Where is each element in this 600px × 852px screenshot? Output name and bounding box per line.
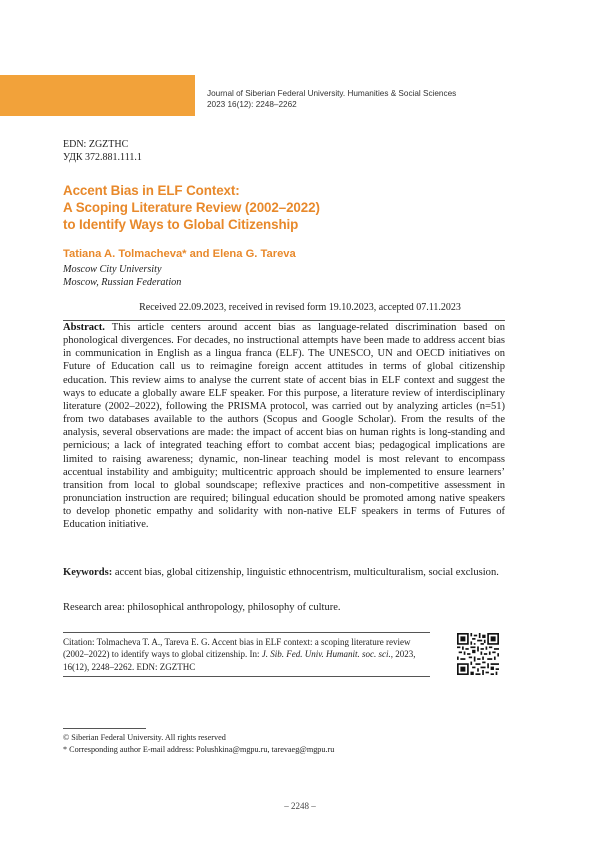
keywords-label: Keywords: <box>63 567 113 578</box>
received-dates: Received 22.09.2023, received in revised form 19.10.2023, accepted 07.11.2023 <box>139 302 461 313</box>
corresponding-author-note: * Corresponding author E-mail address: Polushkina@mgpu.ru, tarevaeg@mgpu.ru <box>63 745 335 754</box>
copyright-note: © Siberian Federal University. All rights reserved <box>63 733 226 742</box>
footnote-rule <box>63 728 146 729</box>
affiliation-university: Moscow City University <box>63 264 162 275</box>
edn-code: EDN: ZGZTHC <box>63 139 129 150</box>
citation-text-end: , 2023, 16(12), 2248–2262. EDN: ZGZTHC <box>63 649 416 672</box>
title-line: Accent Bias in ELF Context: <box>63 183 240 198</box>
journal-issue: 2023 16(12): 2248–2262 <box>207 100 297 109</box>
journal-name: Journal of Siberian Federal University. Humanities & Social Sciences <box>207 89 457 98</box>
abstract-text: This article centers around accent bias as language-related discrimination based on phonological divergences. For decades, no instructional attempts have been made to address accent bias in communication in English as a lingua franca (ELF). The UNESCO, UN and OECD initiatives on Future of Education call us to reimagine foreign accent attitudes in terms of global citizenship education. This review aims to analyse the current state of accent bias in ELF context and suggest the ways to educate a globally aware ELF speaker. For this purpose, a literature review of interdisciplinary literature (2002–2022), following the PRISMA protocol, was carried out by analyzing articles (n=51) from two databases available to the authors (Scopus and Google Scholar). From the results of the analysis, several observations are made: the impact of accent bias on human rights is long-standing and pernicious; a lack of integrated teaching effort to combat accent bias; pedagogical implications are limited to raising awareness; dynamic, non-linear teaching model is most relevant to encompass accentual instability and ambiguity; multicentric approach should be implemented to ensure learners’ transition from local to global soundscape; reflexive practices and non-competitive assessment in pronunciation instruction are required; bilingual education should be promoted among native speakers to develop phonetic empathy and solidarity with non-native ELF speakers in terms of Futures of Education initiative. <box>63 322 506 531</box>
citation-top-rule <box>63 632 430 633</box>
header-accent-bar <box>0 75 195 116</box>
article-title <box>63 182 483 233</box>
page-number: – 2248 – <box>284 801 316 811</box>
journal-header <box>207 88 456 110</box>
keywords <box>63 566 505 579</box>
research-area: Research area: philosophical anthropology, philosophy of culture. <box>63 602 341 613</box>
title-line: A Scoping Literature Review (2002–2022) <box>63 200 320 215</box>
keywords-text: accent bias, global citizenship, linguistic ethnocentrism, multiculturalism, social exclusion. <box>114 567 499 578</box>
authors: Tatiana A. Tolmacheva* and Elena G. Tareva <box>63 248 296 260</box>
citation-text: Citation: Tolmacheva T. A., Tareva E. G. Accent bias in ELF context: a scoping literature review (2002–2022) to identify ways to global citizenship. In: <box>63 637 411 660</box>
citation <box>63 636 431 673</box>
qr-code-icon <box>457 633 499 675</box>
udk-code: УДК 372.881.111.1 <box>63 152 142 163</box>
abstract-label: Abstract. <box>63 322 105 333</box>
citation-bottom-rule <box>63 676 430 677</box>
abstract <box>63 321 505 532</box>
affiliation-location: Moscow, Russian Federation <box>63 277 182 288</box>
citation-journal: J. Sib. Fed. Univ. Humanit. soc. sci. <box>261 649 391 660</box>
title-line: to Identify Ways to Global Citizenship <box>63 217 299 232</box>
